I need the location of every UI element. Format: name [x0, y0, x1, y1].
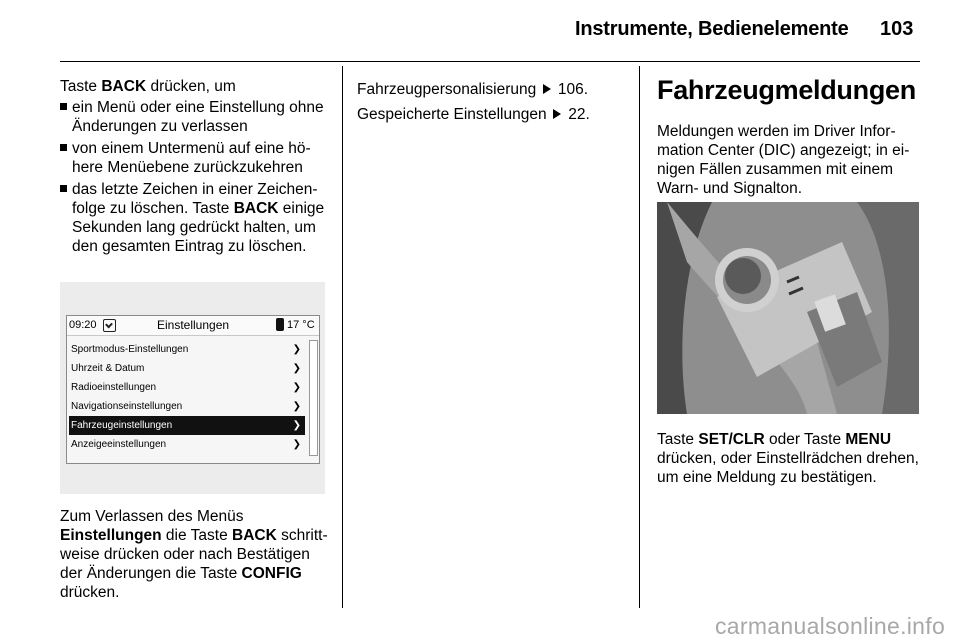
menu-item[interactable]: Anzeigeeinstellungen ❯: [69, 435, 305, 454]
header-title: Instrumente, Bedienelemente: [575, 18, 849, 40]
screen-title: Einstellungen: [157, 318, 230, 332]
right-column-instruction: [657, 430, 927, 487]
settings-screen: [66, 315, 320, 464]
settings-menu: [69, 340, 305, 454]
chevron-right-icon: ❯: [292, 344, 301, 355]
xref-saved-settings: Gespeicherte Einstellungen 22.: [357, 106, 590, 123]
settings-screen-figure: [60, 282, 325, 494]
chevron-right-icon: ❯: [292, 363, 301, 374]
watermark: carmanualsonline.info: [715, 613, 946, 639]
thermometer-icon: [276, 318, 284, 331]
menu-item[interactable]: Uhrzeit & Datum ❯: [69, 359, 305, 378]
back-key: BACK: [233, 200, 279, 217]
reference-arrow-icon: [553, 109, 561, 119]
list-item: ein Menü oder eine Einstellung ohne Änderungen zu verlassen: [60, 98, 330, 136]
list-item: das letzte Zeichen in einer Zeichenfolge zu löschen. Taste BACK einige Sekunden lang gedrückt halten, um den gesamten Eintrag zu löschen.: [60, 180, 330, 256]
screen-scrollbar[interactable]: [309, 340, 318, 456]
list-item: von einem Untermenü auf eine höhere Menüebene zurückzukehren: [60, 139, 330, 177]
column-divider-1: [342, 66, 343, 608]
right-column: [657, 74, 922, 198]
chevron-right-icon: ❯: [292, 420, 301, 431]
menu-item[interactable]: Navigationseinstellungen ❯: [69, 397, 305, 416]
menu-item-selected[interactable]: Fahrzeugeinstellungen ❯: [69, 416, 305, 435]
chevron-right-icon: ❯: [292, 382, 301, 393]
header-rule: [60, 61, 920, 62]
screen-status-bar: [67, 316, 319, 336]
column-divider-2: [639, 66, 640, 608]
xref-personalisation: Fahrzeugpersonalisierung 106.: [357, 81, 589, 98]
confirm-instructions: Taste SET/CLR oder Taste MENU drücken, oder Einstellrädchen drehen, um eine Meldung zu bestätigen.: [657, 431, 919, 486]
stalk-photo-graphic: [657, 202, 919, 414]
section-heading: Fahrzeugmeldungen: [657, 75, 916, 105]
screen-temperature: 17 °C: [287, 319, 315, 331]
left-column: [60, 77, 330, 259]
reference-arrow-icon: [543, 84, 551, 94]
middle-column: [357, 80, 632, 124]
menu-item[interactable]: Radioeinstellungen ❯: [69, 378, 305, 397]
check-icon: [103, 319, 116, 332]
chevron-right-icon: ❯: [292, 439, 301, 450]
back-key: BACK: [101, 78, 147, 95]
back-bullet-list: [60, 98, 330, 256]
left-column-outro: [60, 507, 330, 602]
chevron-right-icon: ❯: [292, 401, 301, 412]
exit-instructions: Zum Verlassen des Menüs Einstellungen die Taste BACK schrittweise drücken oder nach Bestätigen der Änderungen die Taste CONFIG drücken.: [60, 508, 328, 601]
back-intro: Taste BACK drücken, um: [60, 78, 236, 95]
screen-time: 09:20: [69, 319, 97, 331]
menu-item[interactable]: Sportmodus-Einstellungen ❯: [69, 340, 305, 359]
page-number: 103: [880, 18, 914, 40]
indicator-stalk-photo: [657, 202, 919, 414]
messages-intro: Meldungen werden im Driver Information Center (DIC) angezeigt; in einigen Fällen zusammen mit einem Warn- und Signalton.: [657, 123, 910, 197]
